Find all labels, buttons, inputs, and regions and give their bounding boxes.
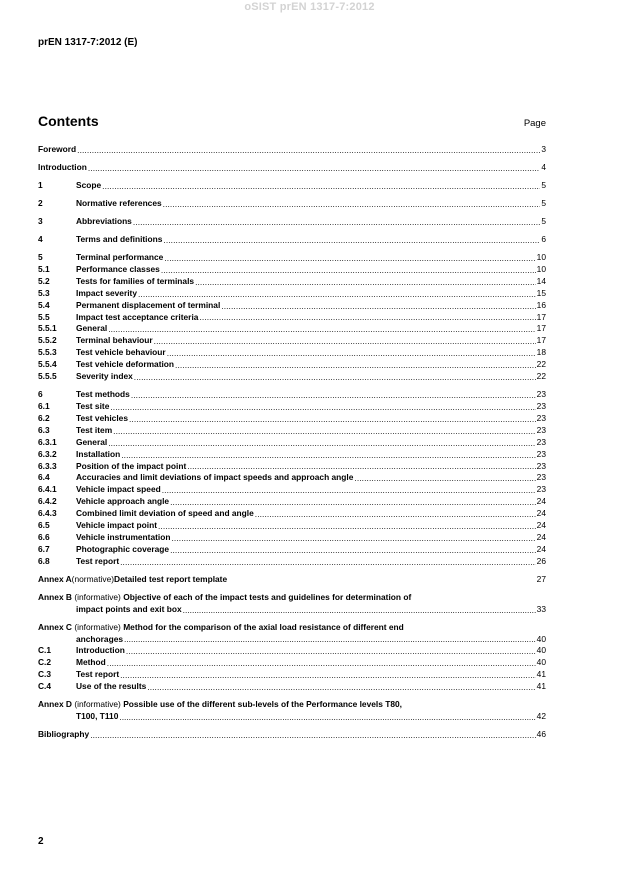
toc-entry-page: 27	[536, 573, 546, 584]
annex-type: (informative)	[74, 591, 121, 602]
toc-entry-title: General	[76, 323, 108, 334]
dot-leader	[147, 682, 535, 692]
toc-entry-page: 4	[541, 162, 546, 172]
watermark: oSIST prEN 1317-7:2012	[244, 1, 375, 13]
toc-entry-title: Test vehicle behaviour	[76, 347, 166, 358]
dot-leader	[90, 730, 535, 740]
toc-entry-number: 6.4.3	[38, 508, 57, 519]
toc-entry[interactable]	[38, 312, 546, 324]
dot-leader	[108, 324, 535, 334]
toc-entry-number: C.4	[38, 681, 52, 692]
toc-entry[interactable]	[38, 544, 546, 556]
toc-entry[interactable]	[38, 532, 546, 544]
toc-entry-title: Combined limit deviation of speed and angle	[76, 508, 254, 519]
toc-entry-title: Test methods	[76, 389, 130, 400]
annex-entry[interactable]	[38, 622, 546, 693]
toc-entry[interactable]	[38, 449, 546, 461]
dot-leader	[158, 521, 536, 531]
annex-heading-line	[38, 622, 546, 634]
toc-entry[interactable]	[38, 657, 546, 669]
dot-leader	[121, 450, 535, 460]
toc-entry-title: Photographic coverage	[76, 543, 170, 554]
toc-entry[interactable]	[38, 300, 546, 312]
toc-entry-title: Method	[76, 657, 106, 668]
toc-entry-title: Test vehicles	[76, 412, 128, 423]
toc-entry-page: 23	[536, 436, 546, 447]
dot-leader	[102, 181, 540, 191]
toc-entry[interactable]	[38, 389, 546, 401]
toc-entry-number: 6.3.2	[38, 448, 57, 459]
toc-entry[interactable]	[38, 252, 546, 264]
toc-entry-page: 23	[536, 412, 546, 423]
annex-heading-line	[38, 592, 546, 604]
toc-entry[interactable]	[38, 335, 546, 347]
dot-leader	[134, 372, 536, 382]
toc-entry[interactable]	[38, 437, 546, 449]
dot-leader	[221, 301, 535, 311]
toc-entry-page: 10	[536, 263, 546, 274]
toc-entry-page: 23	[536, 460, 546, 471]
annex-heading-continuation	[38, 604, 546, 616]
toc-entry-number: 6.3.3	[38, 460, 57, 471]
toc-entry[interactable]	[38, 461, 546, 473]
toc-entry-bibliography[interactable]	[38, 729, 546, 741]
dot-leader	[161, 265, 536, 275]
toc-entry-page: 23	[536, 400, 546, 411]
table-of-contents	[38, 144, 546, 741]
toc-entry-number: 6.3.1	[38, 436, 57, 447]
dot-leader	[129, 414, 536, 424]
toc-entry-page: 23	[536, 424, 546, 435]
annex-heading-line	[38, 699, 546, 711]
toc-entry-page: 40	[536, 645, 546, 656]
toc-entry-title: Scope	[76, 180, 102, 190]
page-title: Contents	[38, 113, 99, 129]
toc-entry[interactable]	[38, 472, 546, 484]
toc-entry-page: 23	[536, 472, 546, 483]
toc-entry-number: 1	[38, 180, 43, 190]
toc-entry-number: 5.4	[38, 299, 50, 310]
toc-entry-title: Accuracies and limit deviations of impact speeds and approach angle	[76, 472, 354, 483]
toc-entry-page: 17	[536, 323, 546, 334]
toc-entry-number: 5.2	[38, 275, 50, 286]
toc-entry-number: 6.4.1	[38, 484, 57, 495]
dot-leader	[124, 634, 536, 644]
dot-leader	[107, 658, 536, 668]
annex-entry[interactable]	[38, 574, 546, 586]
toc-entry-title: Introduction	[38, 162, 87, 172]
toc-entry-page: 41	[536, 681, 546, 692]
dot-leader	[183, 605, 536, 615]
toc-entry-page: 46	[536, 729, 546, 740]
toc-entry[interactable]	[38, 276, 546, 288]
dot-leader	[133, 217, 540, 227]
toc-entry-number: 6.5	[38, 520, 50, 531]
toc-entry-title: Impact test acceptance criteria	[76, 311, 199, 322]
toc-entry-number: C.3	[38, 669, 52, 680]
toc-entry-page: 24	[536, 543, 546, 554]
toc-entry-title: Abbreviations	[76, 216, 132, 226]
toc-entry-title: Terminal performance	[76, 252, 164, 262]
toc-entry-number: 6.2	[38, 412, 50, 423]
toc-entry-title: Permanent displacement of terminal	[76, 299, 221, 310]
toc-entry-number: 6.1	[38, 400, 50, 411]
toc-entry-number: C.1	[38, 645, 52, 656]
toc-entry-page: 42	[536, 711, 546, 722]
dot-leader	[131, 390, 536, 400]
toc-entry[interactable]	[38, 323, 546, 335]
toc-entry-title: Test vehicle deformation	[76, 359, 175, 370]
toc-entry-page: 18	[536, 347, 546, 358]
toc-entry[interactable]	[38, 371, 546, 383]
toc-entry-number: 6.7	[38, 543, 50, 554]
toc-entry-page: 23	[536, 448, 546, 459]
dot-leader	[77, 145, 540, 155]
dot-leader	[120, 557, 536, 567]
annex-heading-line	[38, 574, 546, 586]
toc-entry-page: 24	[536, 520, 546, 531]
toc-entry-title: Normative references	[76, 198, 162, 208]
annex-title-continued: impact points and exit box	[76, 603, 182, 614]
toc-entry-number: 5	[38, 252, 43, 262]
toc-entry-page: 23	[536, 389, 546, 400]
dot-leader	[154, 336, 536, 346]
toc-entry[interactable]	[38, 359, 546, 371]
annex-entry[interactable]	[38, 699, 546, 723]
toc-entry-number: 2	[38, 198, 43, 208]
toc-entry-page: 33	[536, 603, 546, 614]
toc-entry[interactable]	[38, 645, 546, 657]
toc-entry-page: 15	[536, 287, 546, 298]
toc-entry-page: 5	[541, 216, 546, 226]
toc-entry[interactable]	[38, 264, 546, 276]
toc-entry-page: 3	[541, 144, 546, 154]
toc-entry-number: 4	[38, 234, 43, 244]
toc-entry-page: 23	[536, 484, 546, 495]
toc-entry-number: 5.5	[38, 311, 50, 322]
toc-entry-page: 17	[536, 335, 546, 346]
dot-leader	[163, 235, 540, 245]
annex-heading-continuation	[38, 634, 546, 646]
dot-leader	[195, 277, 536, 287]
dot-leader	[119, 712, 535, 722]
toc-entry[interactable]	[38, 413, 546, 425]
toc-entry[interactable]	[38, 520, 546, 532]
annex-type: (informative)	[74, 621, 121, 632]
annex-entry[interactable]	[38, 592, 546, 616]
document-id: prEN 1317-7:2012 (E)	[38, 37, 138, 48]
toc-entry[interactable]	[38, 425, 546, 437]
toc-entry-title: Test site	[76, 400, 110, 411]
toc-entry-title: Foreword	[38, 144, 77, 154]
dot-leader	[170, 497, 536, 507]
toc-entry[interactable]	[38, 288, 546, 300]
page-column-label: Page	[523, 118, 546, 129]
dot-leader	[113, 426, 536, 436]
toc-entry[interactable]	[38, 216, 546, 228]
toc-entry[interactable]	[38, 401, 546, 413]
toc-entry[interactable]	[38, 180, 546, 192]
toc-entry-page: 24	[536, 531, 546, 542]
dot-leader	[354, 473, 535, 483]
dot-leader	[162, 485, 536, 495]
toc-entry-number: 6.6	[38, 531, 50, 542]
toc-entry-number: C.2	[38, 657, 52, 668]
toc-entry-number: 6	[38, 389, 43, 400]
page-number: 2	[38, 836, 44, 847]
toc-entry[interactable]	[38, 162, 546, 174]
annex-heading-continuation	[38, 711, 546, 723]
toc-entry-title: Terminal behaviour	[76, 335, 153, 346]
toc-entry-number: 5.5.4	[38, 359, 57, 370]
toc-entry-page: 10	[536, 252, 546, 262]
toc-entry[interactable]	[38, 556, 546, 568]
toc-entry-number: 5.5.1	[38, 323, 57, 334]
toc-entry-number: 5.3	[38, 287, 50, 298]
annex-type: (informative)	[74, 699, 121, 710]
toc-entry-title: Terms and definitions	[76, 234, 163, 244]
annex-label: Annex A	[38, 573, 72, 584]
toc-entry-number: 3	[38, 216, 43, 226]
dot-leader	[126, 646, 536, 656]
toc-entry-page: 5	[541, 180, 546, 190]
toc-entry-number: 6.3	[38, 424, 50, 435]
toc-entry[interactable]	[38, 347, 546, 359]
annex-title-continued: T100, T110	[76, 711, 119, 722]
annex-type: (normative)	[71, 573, 115, 584]
dot-leader	[187, 461, 535, 471]
toc-entry-title: Bibliography	[38, 729, 90, 740]
toc-entry-title: Vehicle impact speed	[76, 484, 161, 495]
annex-title-continued: anchorages	[76, 633, 124, 644]
dot-leader	[163, 199, 541, 209]
toc-entry-title: Installation	[76, 448, 121, 459]
toc-entry-page: 40	[536, 633, 546, 644]
dot-leader	[255, 509, 536, 519]
toc-entry-page: 14	[536, 275, 546, 286]
dot-leader	[164, 253, 535, 263]
toc-entry-title: Test item	[76, 424, 113, 435]
annex-label: Annex C	[38, 621, 72, 632]
toc-entry-page: 22	[536, 359, 546, 370]
toc-entry[interactable]	[38, 669, 546, 681]
dot-leader	[138, 289, 536, 299]
toc-entry-number: 5.1	[38, 263, 50, 274]
toc-entry-title: Impact severity	[76, 287, 137, 298]
toc-entry-page: 5	[541, 198, 546, 208]
toc-entry-number: 5.5.5	[38, 371, 57, 382]
toc-entry[interactable]	[38, 198, 546, 210]
toc-entry-number: 6.8	[38, 555, 50, 566]
dot-leader	[108, 438, 535, 448]
toc-entry-title: Use of the results	[76, 681, 147, 692]
annex-title: Objective of each of the impact tests and guidelines for determination of	[123, 591, 412, 602]
toc-entry-page: 6	[541, 234, 546, 244]
toc-entry-page: 22	[536, 371, 546, 382]
dot-leader	[228, 575, 536, 585]
toc-entry-number: 6.4	[38, 472, 50, 483]
dot-leader	[120, 670, 536, 680]
toc-entry-title: Test report	[76, 555, 120, 566]
annex-title: Method for the comparison of the axial load resistance of different end	[123, 621, 404, 632]
toc-entry-title: Test report	[76, 669, 120, 680]
toc-entry-number: 5.5.3	[38, 347, 57, 358]
dot-leader	[110, 402, 535, 412]
annex-title: Detailed test report template	[114, 573, 228, 584]
toc-entry[interactable]	[38, 508, 546, 520]
toc-entry[interactable]	[38, 496, 546, 508]
toc-entry-title: Tests for families of terminals	[76, 275, 195, 286]
annex-label: Annex B	[38, 591, 72, 602]
toc-entry-page: 17	[536, 311, 546, 322]
toc-entry-page: 16	[536, 299, 546, 310]
toc-entry-page: 26	[536, 555, 546, 566]
toc-entry-number: 5.5.2	[38, 335, 57, 346]
toc-entry-number: 6.4.2	[38, 496, 57, 507]
dot-leader	[170, 545, 536, 555]
dot-leader	[171, 533, 535, 543]
dot-leader	[88, 163, 540, 173]
toc-entry-page: 41	[536, 669, 546, 680]
dot-leader	[199, 312, 535, 322]
toc-entry-page: 24	[536, 496, 546, 507]
toc-entry[interactable]	[38, 234, 546, 246]
toc-entry[interactable]	[38, 681, 546, 693]
toc-entry[interactable]	[38, 484, 546, 496]
toc-entry-title: Vehicle approach angle	[76, 496, 170, 507]
dot-leader	[167, 348, 536, 358]
annex-label: Annex D	[38, 699, 72, 710]
toc-entry-title: Position of the impact point	[76, 460, 187, 471]
toc-entry-title: Vehicle impact point	[76, 520, 157, 531]
toc-entry-title: General	[76, 436, 108, 447]
toc-entry-title: Vehicle instrumentation	[76, 531, 171, 542]
dot-leader	[175, 360, 536, 370]
toc-entry-title: Severity index	[76, 371, 133, 382]
toc-entry-title: Performance classes	[76, 263, 160, 274]
toc-entry[interactable]	[38, 144, 546, 156]
toc-entry-page: 40	[536, 657, 546, 668]
annex-title: Possible use of the different sub-levels of the Performance levels T80,	[123, 699, 402, 710]
toc-entry-title: Introduction	[76, 645, 125, 656]
toc-entry-page: 24	[536, 508, 546, 519]
